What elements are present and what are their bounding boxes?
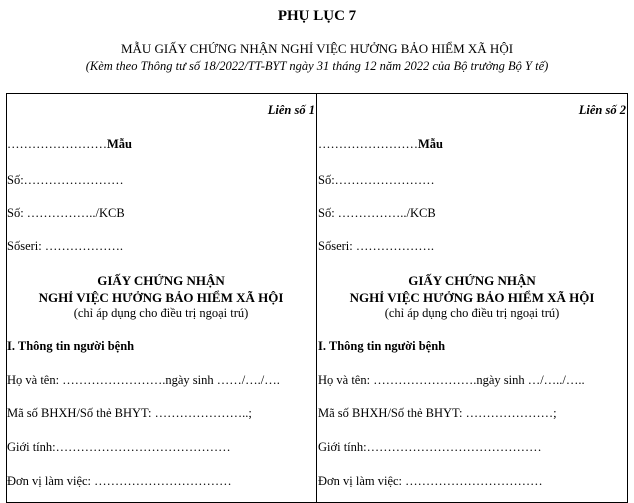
certificate-scope: (chỉ áp dụng cho điều trị ngoại trú) [384, 306, 560, 320]
certificate-scope: (chỉ áp dụng cho điều trị ngoại trú) [73, 306, 249, 320]
so-kcb-field: Số: ……………../KCB [318, 206, 436, 220]
insurance-number-field: Mã số BHXH/Số thẻ BHYT: …………………; [318, 406, 557, 420]
certificate-heading: GIẤY CHỨNG NHẬN [97, 273, 225, 288]
form-subtitle: MẪU GIẤY CHỨNG NHẬN NGHỈ VIỆC HƯỞNG BẢO HIỂM XÃ HỘI [120, 41, 514, 56]
mau-line [7, 137, 132, 152]
soseri-field: Sốseri: ………………. [318, 239, 434, 253]
workplace-field: Đơn vị làm việc: …………………………… [7, 474, 232, 488]
certificate-heading: GIẤY CHỨNG NHẬN [408, 273, 536, 288]
mau-label: Mẫu [418, 137, 443, 151]
gender-field: Giới tính:…………………………………… [7, 440, 231, 454]
so-kcb-field: Số: ……………../KCB [7, 206, 125, 220]
name-dob-field: Họ và tên: …………………….ngày sinh ……/…./…. [7, 373, 280, 387]
column-divider [316, 93, 317, 503]
mau-dots: …………………… [7, 137, 107, 151]
workplace-field: Đơn vị làm việc: …………………………… [318, 474, 543, 488]
copy-label: Liên số 1 [267, 103, 315, 117]
copy-label: Liên số 2 [578, 103, 626, 117]
page-title: PHỤ LỤC 7 [277, 8, 357, 24]
copy-2-column [318, 93, 626, 495]
soseri-field: Sốseri: ………………. [7, 239, 123, 253]
so-field: Số:…………………… [7, 173, 124, 187]
form-note: (Kèm theo Thông tư số 18/2022/TT-BYT ngày 31 tháng 12 năm 2022 của Bộ trưởng Bộ Y tế) [85, 59, 549, 73]
mau-dots: …………………… [318, 137, 418, 151]
gender-field: Giới tính:…………………………………… [318, 440, 542, 454]
mau-line [318, 137, 443, 152]
certificate-heading-2: NGHỈ VIỆC HƯỞNG BẢO HIỂM XÃ HỘI [349, 290, 595, 305]
copy-1-column [7, 93, 315, 495]
mau-label: Mẫu [107, 137, 132, 151]
certificate-heading-2: NGHỈ VIỆC HƯỞNG BẢO HIỂM XÃ HỘI [38, 290, 284, 305]
insurance-number-field: Mã số BHXH/Số thẻ BHYT: …………………..; [7, 406, 252, 420]
section-patient-info: I. Thông tin người bệnh [318, 339, 446, 353]
section-patient-info: I. Thông tin người bệnh [7, 339, 135, 353]
name-dob-field: Họ và tên: …………………….ngày sinh …/…../….. [318, 373, 585, 387]
so-field: Số:…………………… [318, 173, 435, 187]
